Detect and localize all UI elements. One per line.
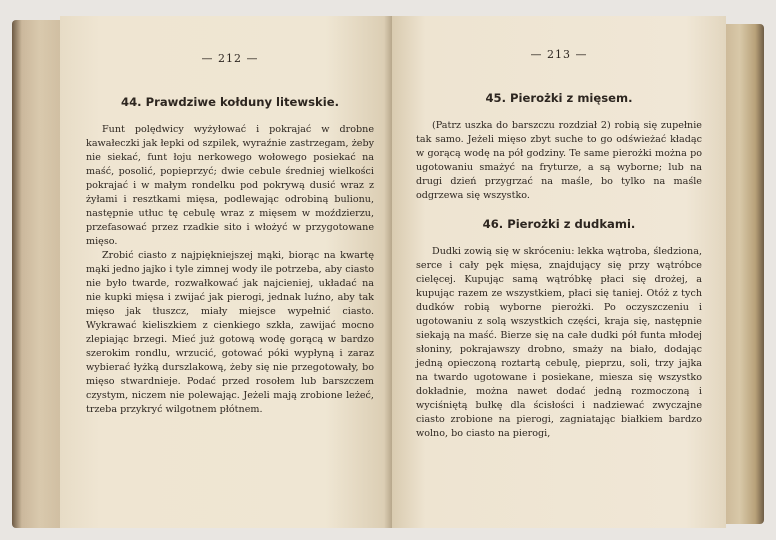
paragraph: Dudki zowią się w skróceniu: lekka wątroba, śledziona, serce i cały pęk mięsa, znajdujący się przy wątróbce cielęcej. Kupując samą wątróbkę płaci się drożej, a kupując razem ze wszystkiem, płaci się taniej. Otóż z tych dudków robią wyborne pierożki. Po oczyszczeniu i ugotowaniu z solą wszystkich części, kraja się, następnie siekają na maść. Bierze się na całe dudki pół funta młodej słoniny, pokrajawszy drobno, smaży na biało, dodając jedną opieczoną roztartą cebulę, pieprzu, soli, trzy jajka na twardo ugotowane i posiekane, miesza się wszystko dokładnie, można nawet dodać jedną rozmoczoną i wyciśniętą bułkę dla ścisłości i nadziewać zwyczajne ciasto zrobione na pierogi, zagniatając białkiem bardzo wolno, bo ciasto na pierogi, <box>416 246 702 439</box>
book-edge-right <box>720 24 764 524</box>
recipe-heading-46: 46. Pierożki z dudkami. <box>482 217 636 231</box>
page-number-left: — 212 — <box>201 52 259 65</box>
recipe-heading-44: 44. Prawdziwe kołduny litewskie. <box>121 95 339 109</box>
paragraph: Zrobić ciasto z najpiękniejszej mąki, biorąc na kwartę mąki jedno jajko i tyle zimnej wody ile potrzeba, aby ciasto nie było twarde, rozwałkować jak najcieniej, układać na nie kupki mięsa i zwijać jak pierogi, jednak luźno, aby tak mięso jak tłuszcz, miały miejsce wypełnić ciasto. Wykrawać kieliszkiem z cienkiego szkła, zawijać mocno zlepiając brzegi. Mieć już gotową wodę gorącą w bardzo szerokim rondlu, wrzucić, gotować póki wypłyną i zaraz wybierać łyżką durszlakową, żeby się nie przegotowały, bo mięso stwardnieje. Podać przed rosołem lub barszczem czystym, niczem nie polewając. Jeżeli mają zrobione leżeć, trzeba przykryć wilgotnem płótnem. <box>86 250 374 415</box>
left-page <box>60 16 392 528</box>
paragraph: (Patrz uszka do barszczu rozdział 2) robią się zupełnie tak samo. Jeżeli mięso zbyt suche to go odświeżać kładąc w gorącą wodę na pół godziny. Te same pierożki można po ugotowaniu smażyć na fryturze, a są wyborne; lub na drugi dzień przygrzać na maśle, bo tylko na maśle odgrzewa się wszystko. <box>416 120 702 201</box>
recipe-heading-45: 45. Pierożki z mięsem. <box>485 91 633 105</box>
open-book <box>12 12 764 532</box>
right-page <box>392 16 726 528</box>
paragraph: Funt polędwicy wyżyłować i pokrajać w drobne kawałeczki jak łepki od szpilek, wyraźnie zastrzegam, żeby nie siekać, funt łoju nerkowego wołowego posiekać na maść, posolić, popieprzyć; dwie cebule średniej wielkości pokrajać i w małym rondelku pod pokrywą dusić wraz z żyłami i resztkami mięsa, podlewając odrobiną bulionu, następnie utłuc tę cebulę wraz z mięsem w moździerzu, przefasować przez rzadkie sito i włożyć w przygotowane mięso. <box>86 124 374 247</box>
page-number-right: — 213 — <box>530 48 588 61</box>
